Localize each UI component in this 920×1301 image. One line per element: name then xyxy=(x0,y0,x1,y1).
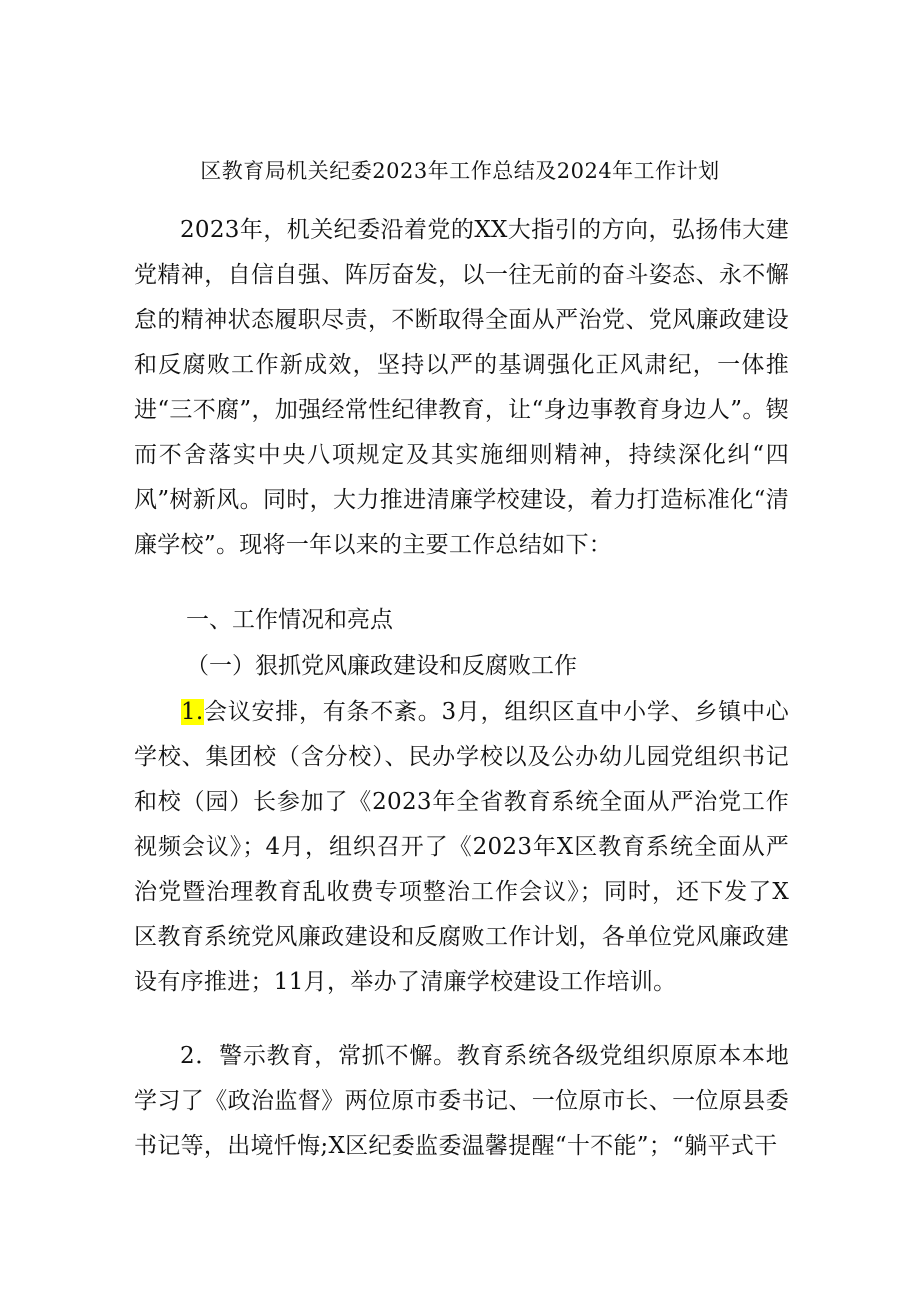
item-1-number: 1. xyxy=(181,699,204,725)
item-1-text: 会议安排，有条不紊。3月，组织区直中小学、乡镇中心学校、集团校（含分校）、民办学校以及公办幼儿园党组织书记和校（园）长参加了《2023年全省教育系统全面从严治党工作视频会议》；4月，组织召开了《2023年X区教育系统全面从严治党暨治理教育乱收费专项整治工作会议》；同时，还下发了X区教育系统党风廉政建设和反腐败工作计划，各单位党风廉政建设有序推进；11月，举办了清廉学校建设工作培训。 xyxy=(134,699,789,995)
item-1-paragraph xyxy=(134,690,789,1005)
subsection-heading: （一）狠抓党风廉政建设和反腐败工作 xyxy=(186,653,577,679)
section-heading: 一、工作情况和亮点 xyxy=(186,607,393,633)
document-title: 区教育局机关纪委2023年工作总结及2024年工作计划 xyxy=(200,159,720,183)
intro-paragraph: 2023年，机关纪委沿着党的XX大指引的方向，弘扬伟大建党精神，自信自强、阵厉奋发，以一往无前的奋斗姿态、永不懈怠的精神状态履职尽责，不断取得全面从严治党、党风廉政建设和反腐败工作新成效，坚持以严的基调强化正风肃纪，一体推进“三不腐”，加强经常性纪律教育，让“身边事教育身边人”。锲而不舍落实中央八项规定及其实施细则精神，持续深化纠“四风”树新风。同时，大力推进清廉学校建设，着力打造标准化“清廉学校”。现将一年以来的主要工作总结如下： xyxy=(134,217,789,558)
item-2-paragraph: 2．警示教育，常抓不懈。教育系统各级党组织原原本本地学习了《政治监督》两位原市委书记、一位原市长、一位原县委书记等，出境忏悔;X区纪委监委温馨提醒“十不能”；“躺平式干 xyxy=(134,1043,789,1159)
